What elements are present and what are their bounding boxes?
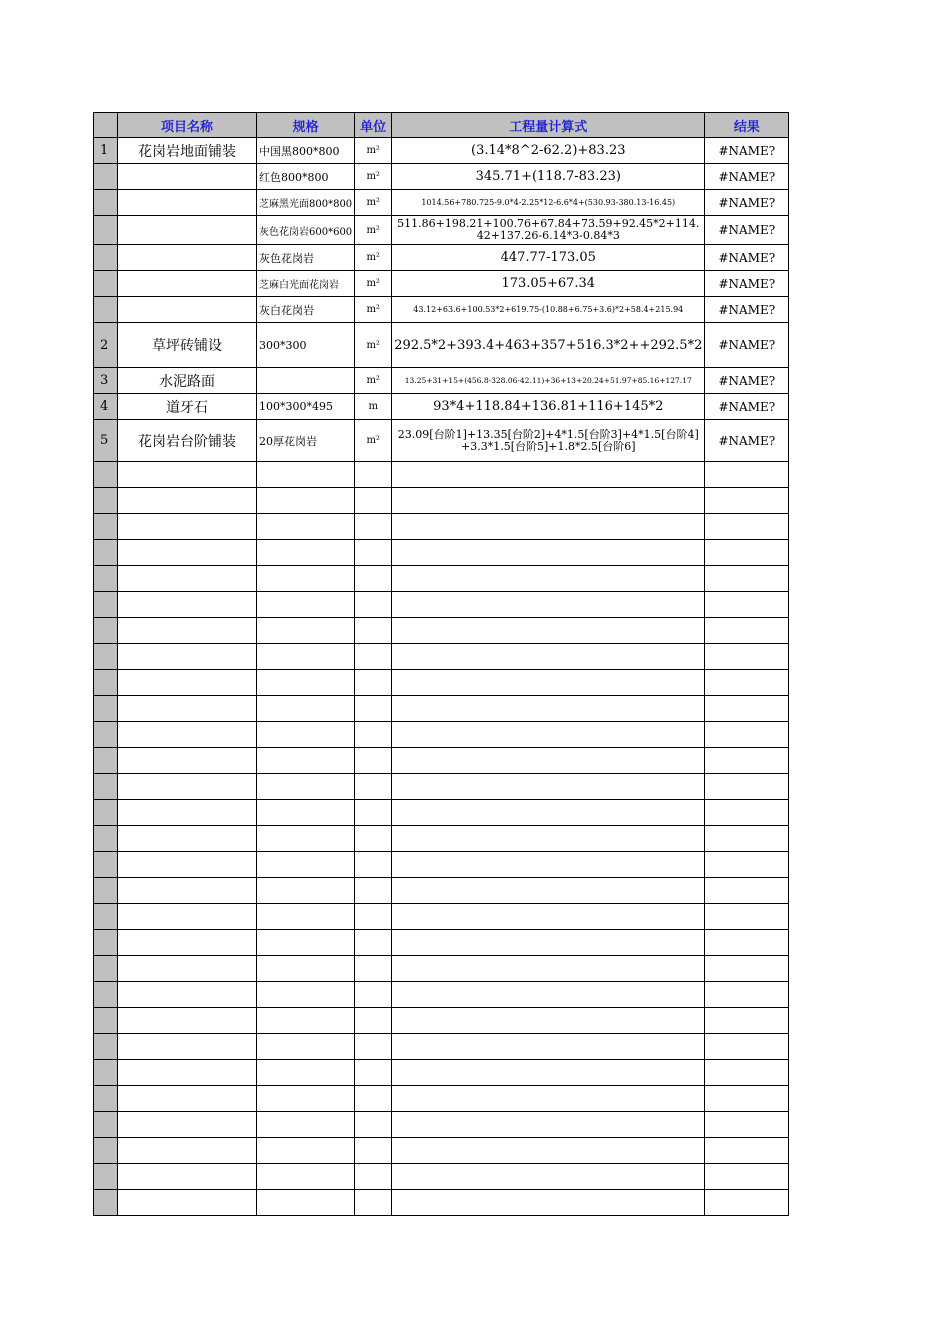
spec-cell[interactable] (257, 592, 355, 618)
item-name-cell[interactable] (118, 1138, 257, 1164)
unit-cell[interactable] (355, 930, 392, 956)
formula-cell[interactable] (392, 514, 705, 540)
row-index-cell[interactable] (94, 826, 118, 852)
formula-cell[interactable] (392, 1138, 705, 1164)
item-name-cell[interactable] (118, 800, 257, 826)
empty-row (94, 930, 789, 956)
result-cell[interactable] (705, 462, 789, 488)
formula-cell[interactable] (392, 1112, 705, 1138)
spec-cell[interactable] (257, 696, 355, 722)
formula-cell[interactable] (392, 800, 705, 826)
result-cell[interactable]: #NAME? (705, 394, 789, 420)
empty-row (94, 722, 789, 748)
empty-row (94, 1138, 789, 1164)
formula-cell[interactable] (392, 696, 705, 722)
unit-cell[interactable] (355, 904, 392, 930)
spec-cell[interactable] (257, 514, 355, 540)
row-index-cell[interactable] (94, 852, 118, 878)
result-cell[interactable] (705, 514, 789, 540)
empty-row (94, 1060, 789, 1086)
row-index-cell[interactable] (94, 271, 118, 297)
result-cell[interactable]: #NAME? (705, 216, 789, 245)
result-cell[interactable] (705, 930, 789, 956)
row-index-cell[interactable]: 4 (94, 394, 118, 420)
row-index-cell[interactable] (94, 1112, 118, 1138)
formula-cell[interactable] (392, 488, 705, 514)
empty-row (94, 1112, 789, 1138)
formula-cell[interactable]: (3.14*8^2-62.2)+83.23 (392, 138, 705, 164)
empty-row (94, 904, 789, 930)
empty-row (94, 748, 789, 774)
unit-cell[interactable] (355, 618, 392, 644)
result-cell[interactable] (705, 1138, 789, 1164)
unit-cell[interactable] (355, 1112, 392, 1138)
formula-cell[interactable]: 93*4+118.84+136.81+116+145*2 (392, 394, 705, 420)
item-name-cell[interactable] (118, 1060, 257, 1086)
result-cell[interactable] (705, 826, 789, 852)
formula-cell[interactable] (392, 1008, 705, 1034)
row-index-cell[interactable] (94, 618, 118, 644)
item-name-cell[interactable]: 花岗岩台阶铺装 (118, 420, 257, 462)
item-name-cell[interactable] (118, 774, 257, 800)
item-name-cell[interactable] (118, 1008, 257, 1034)
formula-cell[interactable]: 43.12+63.6+100.53*2+619.75-(10.88+6.75+3.6)*2+58.4+215.94 (392, 297, 705, 323)
spec-cell[interactable] (257, 670, 355, 696)
result-cell[interactable] (705, 1060, 789, 1086)
header-unit[interactable]: 单位 (355, 113, 392, 138)
item-name-cell[interactable]: 道牙石 (118, 394, 257, 420)
item-name-cell[interactable] (118, 878, 257, 904)
formula-cell[interactable] (392, 1086, 705, 1112)
item-name-cell[interactable] (118, 644, 257, 670)
formula-cell[interactable] (392, 1034, 705, 1060)
item-name-cell[interactable] (118, 852, 257, 878)
row-index-cell[interactable] (94, 722, 118, 748)
table-row (94, 216, 789, 245)
result-cell[interactable] (705, 1190, 789, 1216)
formula-cell[interactable]: 173.05+67.34 (392, 271, 705, 297)
spec-cell[interactable] (257, 878, 355, 904)
spec-cell[interactable] (257, 774, 355, 800)
row-index-cell[interactable] (94, 566, 118, 592)
spec-cell[interactable]: 灰色花岗岩 (257, 245, 355, 271)
result-cell[interactable] (705, 774, 789, 800)
row-index-cell[interactable] (94, 592, 118, 618)
unit-cell[interactable] (355, 852, 392, 878)
unit-cell[interactable] (355, 774, 392, 800)
table-row (94, 323, 789, 368)
formula-cell[interactable] (392, 1190, 705, 1216)
formula-cell[interactable] (392, 592, 705, 618)
formula-cell[interactable] (392, 748, 705, 774)
unit-cell[interactable] (355, 748, 392, 774)
unit-cell[interactable] (355, 1060, 392, 1086)
spec-cell[interactable] (257, 852, 355, 878)
formula-cell[interactable]: 292.5*2+393.4+463+357+516.3*2++292.5*2 (392, 323, 705, 368)
row-index-cell[interactable] (94, 930, 118, 956)
formula-cell[interactable] (392, 852, 705, 878)
empty-row (94, 852, 789, 878)
result-cell[interactable] (705, 644, 789, 670)
result-cell[interactable] (705, 488, 789, 514)
item-name-cell[interactable] (118, 566, 257, 592)
row-index-cell[interactable] (94, 982, 118, 1008)
item-name-cell[interactable] (118, 1164, 257, 1190)
item-name-cell[interactable] (118, 1086, 257, 1112)
row-index-cell[interactable] (94, 1008, 118, 1034)
spec-cell[interactable]: 20厚花岗岩 (257, 420, 355, 462)
unit-cell[interactable]: m² (355, 245, 392, 271)
spec-cell[interactable]: 芝麻白光面花岗岩 (257, 271, 355, 297)
spec-cell[interactable] (257, 930, 355, 956)
result-cell[interactable] (705, 722, 789, 748)
unit-cell[interactable] (355, 722, 392, 748)
formula-cell[interactable] (392, 1060, 705, 1086)
result-cell[interactable]: #NAME? (705, 368, 789, 394)
table-row (94, 271, 789, 297)
item-name-cell[interactable]: 花岗岩地面铺装 (118, 138, 257, 164)
formula-cell[interactable]: 13.25+31+15+(456.8-328.06-42.11)+36+13+20.24+51.97+85.16+127.17 (392, 368, 705, 394)
row-index-cell[interactable]: 3 (94, 368, 118, 394)
unit-cell[interactable] (355, 696, 392, 722)
spec-cell[interactable]: 中国黑800*800 (257, 138, 355, 164)
spec-cell[interactable] (257, 722, 355, 748)
spec-cell[interactable] (257, 748, 355, 774)
empty-row (94, 618, 789, 644)
empty-row (94, 1190, 789, 1216)
item-name-cell[interactable] (118, 670, 257, 696)
table-row (94, 297, 789, 323)
result-cell[interactable] (705, 1164, 789, 1190)
row-index-cell[interactable] (94, 462, 118, 488)
formula-cell[interactable] (392, 722, 705, 748)
unit-cell[interactable]: m² (355, 271, 392, 297)
header-formula[interactable]: 工程量计算式 (392, 113, 705, 138)
unit-cell[interactable] (355, 1086, 392, 1112)
row-index-cell[interactable] (94, 1086, 118, 1112)
spec-cell[interactable]: 灰白花岗岩 (257, 297, 355, 323)
table-row (94, 368, 789, 394)
item-name-cell[interactable] (118, 748, 257, 774)
result-cell[interactable]: #NAME? (705, 323, 789, 368)
formula-cell[interactable] (392, 1164, 705, 1190)
result-cell[interactable] (705, 852, 789, 878)
spec-cell[interactable] (257, 540, 355, 566)
result-cell[interactable] (705, 1008, 789, 1034)
row-index-cell[interactable] (94, 644, 118, 670)
unit-cell[interactable] (355, 1190, 392, 1216)
formula-cell[interactable]: 511.86+198.21+100.76+67.84+73.59+92.45*2+114.42+137.26-6.14*3-0.84*3 (392, 216, 705, 245)
row-index-cell[interactable] (94, 514, 118, 540)
item-name-cell[interactable] (118, 540, 257, 566)
empty-row (94, 566, 789, 592)
formula-cell[interactable]: 447.77-173.05 (392, 245, 705, 271)
spec-cell[interactable]: 芝麻黑光面800*800 (257, 190, 355, 216)
empty-row (94, 982, 789, 1008)
result-cell[interactable] (705, 1086, 789, 1112)
header-result[interactable]: 结果 (705, 113, 789, 138)
unit-cell[interactable] (355, 982, 392, 1008)
spec-cell[interactable] (257, 644, 355, 670)
item-name-cell[interactable] (118, 1112, 257, 1138)
item-name-cell[interactable] (118, 618, 257, 644)
formula-cell[interactable] (392, 566, 705, 592)
row-index-cell[interactable] (94, 216, 118, 245)
unit-cell[interactable] (355, 1034, 392, 1060)
result-cell[interactable] (705, 696, 789, 722)
result-cell[interactable]: #NAME? (705, 138, 789, 164)
spec-cell[interactable] (257, 566, 355, 592)
result-cell[interactable] (705, 878, 789, 904)
row-index-cell[interactable] (94, 1034, 118, 1060)
formula-cell[interactable] (392, 670, 705, 696)
unit-cell[interactable] (355, 670, 392, 696)
unit-cell[interactable] (355, 1138, 392, 1164)
item-name-cell[interactable] (118, 826, 257, 852)
result-cell[interactable] (705, 982, 789, 1008)
item-name-cell[interactable] (118, 592, 257, 618)
spec-cell[interactable] (257, 488, 355, 514)
row-index-cell[interactable] (94, 670, 118, 696)
result-cell[interactable] (705, 1112, 789, 1138)
row-index-cell[interactable]: 5 (94, 420, 118, 462)
spec-cell[interactable] (257, 1164, 355, 1190)
item-name-cell[interactable] (118, 462, 257, 488)
result-cell[interactable] (705, 618, 789, 644)
spec-cell[interactable] (257, 904, 355, 930)
result-cell[interactable] (705, 748, 789, 774)
item-name-cell[interactable] (118, 164, 257, 190)
table-row (94, 138, 789, 164)
result-cell[interactable]: #NAME? (705, 190, 789, 216)
unit-cell[interactable] (355, 488, 392, 514)
unit-cell[interactable]: m² (355, 323, 392, 368)
table-row (94, 190, 789, 216)
item-name-cell[interactable] (118, 982, 257, 1008)
unit-cell[interactable]: m² (355, 420, 392, 462)
item-name-cell[interactable] (118, 271, 257, 297)
header-spec[interactable]: 规格 (257, 113, 355, 138)
empty-row (94, 462, 789, 488)
unit-cell[interactable] (355, 514, 392, 540)
table-row (94, 420, 789, 462)
item-name-cell[interactable] (118, 1190, 257, 1216)
spec-cell[interactable] (257, 1138, 355, 1164)
row-index-cell[interactable] (94, 1060, 118, 1086)
quantity-sheet (93, 112, 789, 1216)
spec-cell[interactable] (257, 956, 355, 982)
item-name-cell[interactable] (118, 190, 257, 216)
row-index-cell[interactable] (94, 540, 118, 566)
spec-cell[interactable] (257, 826, 355, 852)
item-name-cell[interactable] (118, 514, 257, 540)
unit-cell[interactable]: m² (355, 164, 392, 190)
unit-cell[interactable] (355, 826, 392, 852)
unit-cell[interactable]: m² (355, 138, 392, 164)
unit-cell[interactable]: m² (355, 297, 392, 323)
item-name-cell[interactable]: 草坪砖铺设 (118, 323, 257, 368)
row-index-cell[interactable] (94, 878, 118, 904)
empty-row (94, 1008, 789, 1034)
header-row (94, 113, 789, 138)
spec-cell[interactable] (257, 1034, 355, 1060)
empty-row (94, 514, 789, 540)
unit-cell[interactable] (355, 956, 392, 982)
item-name-cell[interactable] (118, 904, 257, 930)
spec-cell[interactable]: 红色800*800 (257, 164, 355, 190)
result-cell[interactable] (705, 956, 789, 982)
empty-row (94, 592, 789, 618)
result-cell[interactable] (705, 1034, 789, 1060)
unit-cell[interactable] (355, 644, 392, 670)
formula-cell[interactable] (392, 826, 705, 852)
unit-cell[interactable] (355, 878, 392, 904)
spec-cell[interactable] (257, 462, 355, 488)
result-cell[interactable] (705, 566, 789, 592)
table-row (94, 245, 789, 271)
unit-cell[interactable]: m (355, 394, 392, 420)
spec-cell[interactable] (257, 368, 355, 394)
empty-row (94, 1034, 789, 1060)
result-cell[interactable] (705, 592, 789, 618)
spec-cell[interactable] (257, 1008, 355, 1034)
unit-cell[interactable] (355, 1008, 392, 1034)
unit-cell[interactable] (355, 592, 392, 618)
unit-cell[interactable] (355, 462, 392, 488)
row-index-cell[interactable] (94, 956, 118, 982)
empty-row (94, 488, 789, 514)
result-cell[interactable]: #NAME? (705, 164, 789, 190)
result-cell[interactable]: #NAME? (705, 297, 789, 323)
item-name-cell[interactable] (118, 956, 257, 982)
empty-row (94, 956, 789, 982)
formula-cell[interactable] (392, 982, 705, 1008)
unit-cell[interactable] (355, 800, 392, 826)
result-cell[interactable]: #NAME? (705, 271, 789, 297)
sheet-body (94, 138, 789, 1216)
row-index-cell[interactable] (94, 748, 118, 774)
formula-cell[interactable] (392, 774, 705, 800)
spec-cell[interactable]: 灰色花岗岩600*600 (257, 216, 355, 245)
unit-cell[interactable]: m² (355, 368, 392, 394)
spec-cell[interactable] (257, 982, 355, 1008)
unit-cell[interactable]: m² (355, 216, 392, 245)
result-cell[interactable]: #NAME? (705, 245, 789, 271)
empty-row (94, 670, 789, 696)
item-name-cell[interactable] (118, 930, 257, 956)
result-cell[interactable] (705, 904, 789, 930)
result-cell[interactable] (705, 800, 789, 826)
empty-row (94, 644, 789, 670)
spec-cell[interactable] (257, 1060, 355, 1086)
result-cell[interactable] (705, 670, 789, 696)
formula-cell[interactable] (392, 878, 705, 904)
empty-row (94, 800, 789, 826)
formula-cell[interactable] (392, 540, 705, 566)
header-index[interactable] (94, 113, 118, 138)
spec-cell[interactable] (257, 1190, 355, 1216)
empty-row (94, 1164, 789, 1190)
spec-cell[interactable] (257, 800, 355, 826)
spec-cell[interactable]: 100*300*495 (257, 394, 355, 420)
unit-cell[interactable] (355, 540, 392, 566)
spec-cell[interactable]: 300*300 (257, 323, 355, 368)
row-index-cell[interactable] (94, 1190, 118, 1216)
formula-cell[interactable] (392, 956, 705, 982)
empty-row (94, 774, 789, 800)
formula-cell[interactable]: 345.71+(118.7-83.23) (392, 164, 705, 190)
item-name-cell[interactable] (118, 488, 257, 514)
table-row (94, 164, 789, 190)
formula-cell[interactable] (392, 930, 705, 956)
row-index-cell[interactable]: 2 (94, 323, 118, 368)
row-index-cell[interactable] (94, 190, 118, 216)
row-index-cell[interactable] (94, 696, 118, 722)
item-name-cell[interactable] (118, 245, 257, 271)
row-index-cell[interactable] (94, 904, 118, 930)
empty-row (94, 826, 789, 852)
item-name-cell[interactable] (118, 216, 257, 245)
row-index-cell[interactable] (94, 1164, 118, 1190)
unit-cell[interactable] (355, 566, 392, 592)
item-name-cell[interactable] (118, 1034, 257, 1060)
formula-cell[interactable]: 23.09[台阶1]+13.35[台阶2]+4*1.5[台阶3]+4*1.5[台阶4]+3.3*1.5[台阶5]+1.8*2.5[台阶6] (392, 420, 705, 462)
row-index-cell[interactable] (94, 800, 118, 826)
item-name-cell[interactable] (118, 696, 257, 722)
spec-cell[interactable] (257, 1086, 355, 1112)
item-name-cell[interactable]: 水泥路面 (118, 368, 257, 394)
unit-cell[interactable]: m² (355, 190, 392, 216)
empty-row (94, 696, 789, 722)
row-index-cell[interactable] (94, 488, 118, 514)
row-index-cell[interactable] (94, 1138, 118, 1164)
item-name-cell[interactable] (118, 722, 257, 748)
row-index-cell[interactable] (94, 164, 118, 190)
empty-row (94, 878, 789, 904)
unit-cell[interactable] (355, 1164, 392, 1190)
item-name-cell[interactable] (118, 297, 257, 323)
formula-cell[interactable] (392, 904, 705, 930)
formula-cell[interactable] (392, 618, 705, 644)
empty-row (94, 1086, 789, 1112)
row-index-cell[interactable]: 1 (94, 138, 118, 164)
table-row (94, 394, 789, 420)
spec-cell[interactable] (257, 618, 355, 644)
result-cell[interactable]: #NAME? (705, 420, 789, 462)
formula-cell[interactable] (392, 644, 705, 670)
formula-cell[interactable] (392, 462, 705, 488)
spec-cell[interactable] (257, 1112, 355, 1138)
row-index-cell[interactable] (94, 297, 118, 323)
header-name[interactable]: 项目名称 (118, 113, 257, 138)
row-index-cell[interactable] (94, 774, 118, 800)
row-index-cell[interactable] (94, 245, 118, 271)
formula-cell[interactable]: 1014.56+780.725-9.0*4-2.25*12-6.6*4+(530.93-380.13-16.45) (392, 190, 705, 216)
result-cell[interactable] (705, 540, 789, 566)
empty-row (94, 540, 789, 566)
